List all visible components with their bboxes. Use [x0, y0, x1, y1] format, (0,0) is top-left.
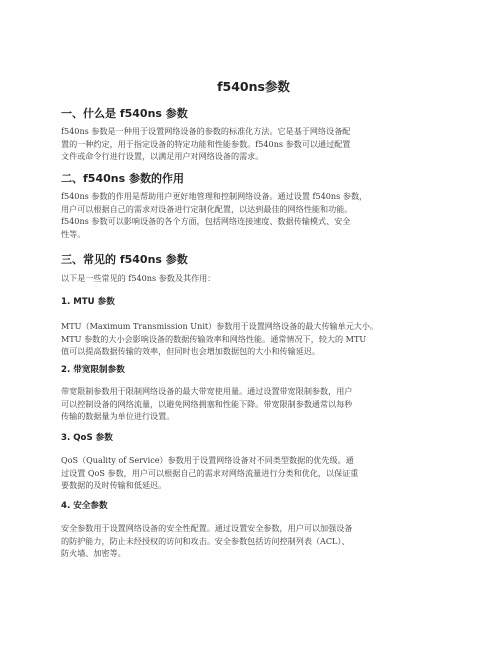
paragraph-line: 以下是一些常见的 f540ns 参数及其作用：	[61, 273, 216, 283]
subsection-paragraph-qos	[61, 454, 446, 492]
paragraph-line: f540ns 参数的作用是帮助用户更好地管理和控制网络设备。通过设置 f540ns 参数，	[61, 191, 368, 201]
section-paragraph-purpose	[61, 190, 446, 240]
subsection-heading-bandwidth: 2. 带宽限制参数	[61, 365, 125, 375]
paragraph-line: 要数据的及时传输和低延迟。	[61, 480, 167, 490]
section-heading-purpose: 二、f540ns 参数的作用	[61, 172, 184, 185]
paragraph-line: 防火墙、加密等。	[61, 548, 126, 558]
paragraph-line: QoS（Quality of Service）参数用于设置网络设备对不同类型数据的优先级。通	[61, 455, 354, 465]
paragraph-line: 可以控制设备的网络流量，以避免网络拥塞和性能下降。带宽限制参数通常以每秒	[61, 398, 353, 409]
subsection-paragraph-security	[61, 522, 446, 560]
paragraph-line: 的防护能力，防止未经授权的访问和攻击。安全参数包括访问控制列表（ACL）、	[61, 535, 350, 546]
paragraph-line: f540ns 参数可以影响设备的各个方面，包括网络连接速度、数据传输模式、安全	[61, 216, 351, 226]
subsection-paragraph-mtu	[61, 320, 446, 358]
paragraph-line: MTU 参数的大小会影响设备的数据传输效率和网络性能。通常情况下，较大的 MTU	[61, 333, 367, 344]
paragraph-line: 安全参数用于设置网络设备的安全性配置。通过设置安全参数，用户可以加强设备	[61, 523, 353, 533]
subsection-heading-mtu: 1. MTU 参数	[61, 297, 115, 307]
paragraph-line: 带宽限制参数用于限制网络设备的最大带宽使用量。通过设置带宽限制参数，用户	[61, 386, 353, 396]
section-heading-common-params: 三、常见的 f540ns 参数	[61, 253, 188, 266]
paragraph-line: 性等。	[61, 228, 86, 239]
section-paragraph-what-is	[61, 125, 446, 163]
paragraph-line: 值可以提高数据传输的效率，但同时也会增加数据包的大小和传输延迟。	[61, 346, 321, 356]
paragraph-line: f540ns 参数是一种用于设置网络设备的参数的标准化方法。它是基于网络设备配	[61, 126, 351, 136]
subsection-paragraph-bandwidth	[61, 385, 446, 423]
paragraph-line: MTU（Maximum Transmission Unit）参数用于设置网络设备的最大传输单元大小。	[61, 321, 379, 331]
subsection-heading-qos: 3. QoS 参数	[61, 433, 113, 443]
subsection-heading-security: 4. 安全参数	[61, 501, 108, 511]
paragraph-line: 文件或命令行进行设置，以满足用户对网络设备的需求。	[61, 151, 264, 161]
paragraph-line: 传输的数据量为单位进行设置。	[61, 411, 175, 421]
section-heading-what-is: 一、什么是 f540ns 参数	[61, 107, 188, 120]
paragraph-line: 过设置 QoS 参数，用户可以根据自己的需求对网络流量进行分类和优化，以保证重	[61, 467, 359, 478]
document-title: f540ns参数	[217, 79, 290, 94]
paragraph-line: 用户可以根据自己的需求对设备进行定制化配置，以达到最佳的网络性能和功能。	[61, 203, 353, 214]
paragraph-line: 置的一种约定，用于指定设备的特定功能和性能参数。f540ns 参数可以通过配置	[61, 138, 351, 149]
section-paragraph-common-params	[61, 272, 446, 285]
